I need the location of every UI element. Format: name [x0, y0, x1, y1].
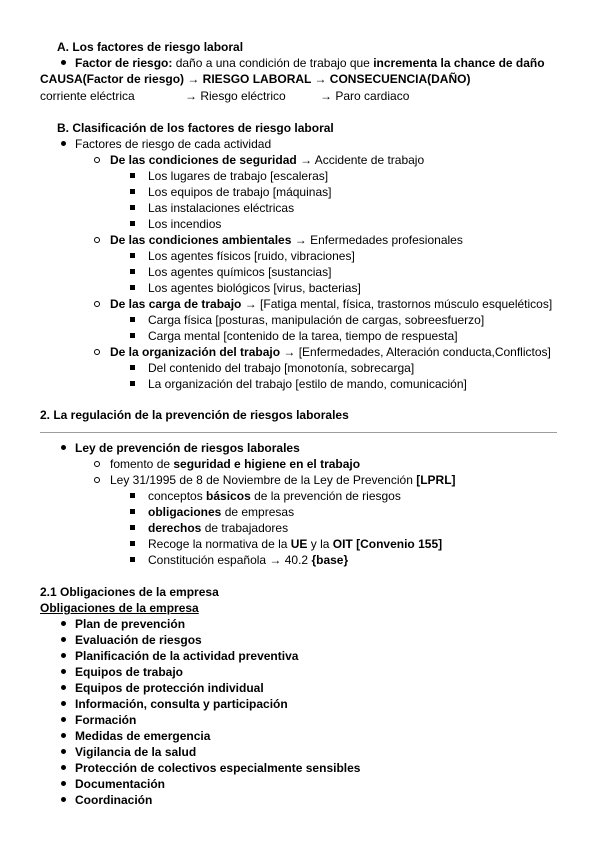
list-item: Los lugares de trabajo [escaleras]	[130, 168, 328, 184]
list-item: Plan de prevención	[61, 616, 185, 632]
list-item: obligaciones de empresas	[130, 504, 294, 520]
list-item: Recoge la normativa de la UE y la OIT [Convenio 155]	[130, 536, 442, 552]
ley-31-line: Ley 31/1995 de 8 de Noviembre de la Ley de Prevención [LPRL]	[94, 472, 456, 488]
fomento-line: fomento de seguridad e higiene en el trabajo	[94, 456, 360, 472]
bullet-square-icon	[130, 317, 135, 322]
bullet-disc-icon	[61, 637, 66, 642]
bullet-square-icon	[130, 221, 135, 226]
list-item: Los agentes biológicos [virus, bacterias]	[130, 280, 361, 296]
section-a-heading: A. Los factores de riesgo laboral	[57, 40, 244, 54]
section-21-heading: 2.1 Obligaciones de la empresa	[40, 585, 219, 599]
list-item: Del contenido del trabajo [monotonía, sobrecarga]	[130, 360, 414, 376]
bullet-square-icon	[130, 381, 135, 386]
bullet-circle-icon	[94, 477, 100, 483]
bullet-square-icon	[130, 285, 135, 290]
bullet-disc-icon	[61, 701, 66, 706]
list-item: Carga física [posturas, manipulación de cargas, sobreesfuerzo]	[130, 312, 484, 328]
intro-line: Factores de riesgo de cada actividad	[61, 136, 271, 152]
organizacion-line: De la organización del trabajo → [Enfermedades, Alteración conducta,Conflictos]	[94, 344, 551, 360]
list-item: Planificación de la actividad preventiva	[61, 648, 298, 664]
example-risk: → Riesgo eléctrico	[185, 89, 286, 103]
ambientales-line: De las condiciones ambientales → Enfermedades profesionales	[94, 232, 463, 248]
bullet-square-icon	[130, 189, 135, 194]
list-item: Formación	[61, 712, 136, 728]
bullet-square-icon	[130, 333, 135, 338]
list-item: Los equipos de trabajo [máquinas]	[130, 184, 331, 200]
bullet-disc-icon	[61, 60, 66, 65]
bullet-square-icon	[130, 493, 135, 498]
list-item: Vigilancia de la salud	[61, 744, 196, 760]
bullet-disc-icon	[61, 797, 66, 802]
bullet-disc-icon	[61, 733, 66, 738]
ley-line: Ley de prevención de riesgos laborales	[61, 440, 300, 456]
list-item: Los incendios	[130, 216, 221, 232]
bullet-circle-icon	[94, 349, 100, 355]
bullet-square-icon	[130, 253, 135, 258]
bullet-disc-icon	[61, 653, 66, 658]
bullet-disc-icon	[61, 717, 66, 722]
list-item: Información, consulta y participación	[61, 696, 288, 712]
horizontal-divider	[40, 432, 557, 433]
section-b-heading: B. Clasificación de los factores de riesgo laboral	[57, 121, 334, 135]
list-item: Documentación	[61, 776, 165, 792]
bullet-square-icon	[130, 557, 135, 562]
bullet-square-icon	[130, 509, 135, 514]
bullet-disc-icon	[61, 765, 66, 770]
list-item: Protección de colectivos especialmente sensibles	[61, 760, 360, 776]
list-item: Equipos de trabajo	[61, 664, 183, 680]
bullet-square-icon	[130, 541, 135, 546]
list-item: Los agentes químicos [sustancias]	[130, 264, 331, 280]
list-item: Las instalaciones eléctricas	[130, 200, 294, 216]
bullet-disc-icon	[61, 669, 66, 674]
bullet-square-icon	[130, 205, 135, 210]
section-2-heading: 2. La regulación de la prevención de riesgos laborales	[40, 408, 349, 422]
bullet-disc-icon	[61, 781, 66, 786]
bullet-square-icon	[130, 365, 135, 370]
bullet-circle-icon	[94, 461, 100, 467]
example-consequence: → Paro cardiaco	[320, 89, 410, 103]
seguridad-line: De las condiciones de seguridad → Accidente de trabajo	[94, 152, 424, 168]
bullet-disc-icon	[61, 445, 66, 450]
list-item: Evaluación de riesgos	[61, 632, 202, 648]
list-item: Coordinación	[61, 792, 152, 808]
bullet-circle-icon	[94, 237, 100, 243]
bullet-square-icon	[130, 173, 135, 178]
section-21-subheading: Obligaciones de la empresa	[40, 601, 199, 615]
list-item: Equipos de protección individual	[61, 680, 264, 696]
bullet-circle-icon	[94, 301, 100, 307]
carga-line: De las carga de trabajo → [Fatiga mental, física, trastornos músculo esqueléticos]	[94, 296, 552, 312]
list-item: Los agentes físicos [ruido, vibraciones]	[130, 248, 355, 264]
list-item: Medidas de emergencia	[61, 728, 210, 744]
list-item: La organización del trabajo [estilo de mando, comunicación]	[130, 376, 467, 392]
example-cause: corriente eléctrica	[40, 89, 135, 103]
list-item: Constitución española → 40.2 {base}	[130, 552, 348, 568]
list-item: Carga mental [contenido de la tarea, tiempo de respuesta]	[130, 328, 458, 344]
bullet-square-icon	[130, 525, 135, 530]
causa-line: CAUSA(Factor de riesgo) → RIESGO LABORAL → CONSECUENCIA(DAÑO)	[40, 72, 471, 86]
list-item: conceptos básicos de la prevención de riesgos	[130, 488, 401, 504]
bullet-disc-icon	[61, 141, 66, 146]
list-item: derechos de trabajadores	[130, 520, 288, 536]
bullet-disc-icon	[61, 749, 66, 754]
bullet-circle-icon	[94, 157, 100, 163]
bullet-disc-icon	[61, 621, 66, 626]
factor-riesgo-line: Factor de riesgo: daño a una condición de trabajo que incrementa la chance de daño	[61, 55, 545, 71]
bullet-disc-icon	[61, 685, 66, 690]
bullet-square-icon	[130, 269, 135, 274]
